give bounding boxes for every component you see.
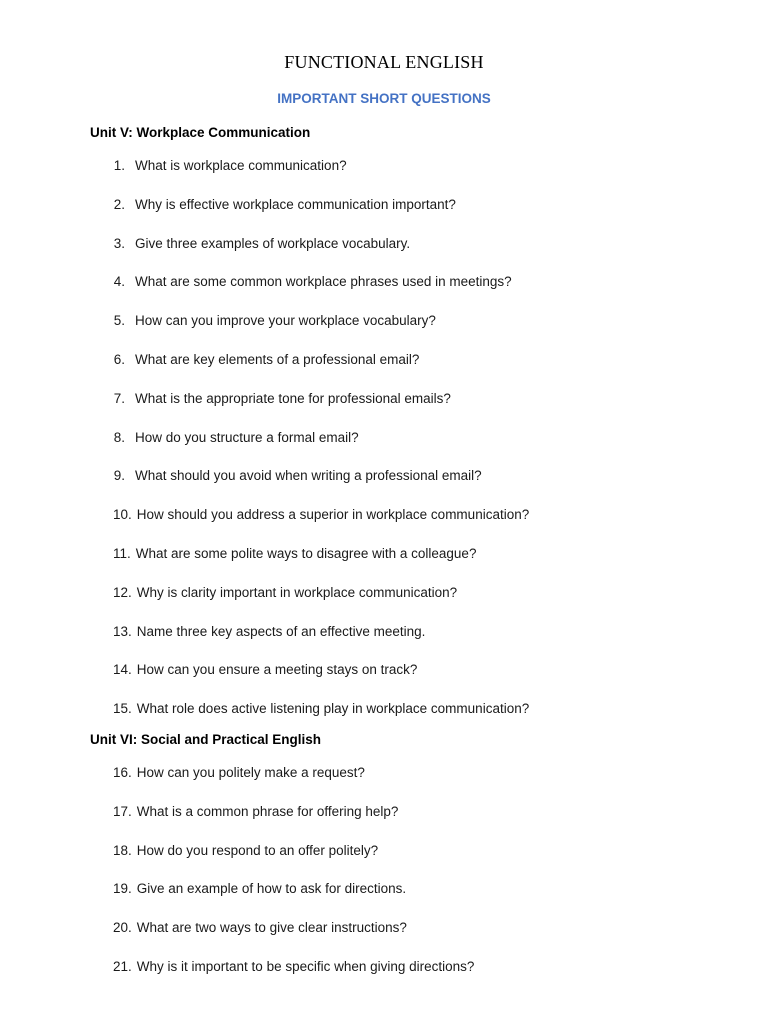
question-number: 8.	[113, 429, 125, 445]
question-text: Name three key aspects of an effective meeting.	[136, 623, 426, 639]
question-list	[0, 157, 768, 739]
question-list	[0, 764, 768, 997]
question-item	[0, 351, 768, 390]
question-text: How do you structure a formal email?	[135, 429, 359, 445]
question-item	[0, 764, 768, 803]
question-item	[0, 880, 768, 919]
question-number: 10.	[113, 507, 132, 523]
question-item	[0, 661, 768, 700]
question-text: Give three examples of workplace vocabulary.	[135, 235, 411, 251]
question-item	[0, 545, 768, 584]
question-text: How can you improve your workplace vocabulary?	[135, 313, 436, 329]
question-text: What are two ways to give clear instructions?	[136, 920, 407, 936]
question-number: 15.	[113, 701, 132, 717]
question-item	[0, 196, 768, 235]
question-number: 5.	[113, 313, 125, 329]
question-number: 3.	[113, 235, 125, 251]
question-number: 18.	[113, 842, 132, 858]
question-item	[0, 467, 768, 506]
question-number: 4.	[113, 274, 125, 290]
question-number: 21.	[113, 958, 132, 974]
question-item	[0, 842, 768, 881]
question-item	[0, 312, 768, 351]
question-text: What are some common workplace phrases used in meetings?	[135, 274, 512, 290]
question-item	[0, 584, 768, 623]
question-text: Why is effective workplace communication important?	[135, 196, 456, 212]
question-text: What is a common phrase for offering help?	[136, 803, 399, 819]
question-text: Give an example of how to ask for directions.	[136, 881, 407, 897]
question-item	[0, 623, 768, 662]
question-number: 7.	[113, 390, 125, 406]
question-item	[0, 235, 768, 274]
question-number: 20.	[113, 920, 132, 936]
question-text: What is workplace communication?	[135, 158, 347, 173]
unit-heading: Unit VI: Social and Practical English	[90, 732, 322, 747]
question-number: 19.	[113, 881, 132, 897]
question-item	[0, 157, 768, 196]
document-title: FUNCTIONAL ENGLISH	[284, 52, 484, 72]
question-text: What is the appropriate tone for professional emails?	[135, 390, 451, 406]
question-number: 6.	[113, 351, 125, 367]
question-item	[0, 429, 768, 468]
question-item	[0, 919, 768, 958]
question-number: 14.	[113, 662, 132, 678]
question-item	[0, 958, 768, 997]
question-item	[0, 273, 768, 312]
question-number: 16.	[113, 765, 132, 780]
question-text: What role does active listening play in workplace communication?	[136, 701, 530, 717]
question-item	[0, 506, 768, 545]
question-text: How should you address a superior in workplace communication?	[136, 507, 530, 523]
question-number: 12.	[113, 584, 132, 600]
question-number: 2.	[113, 196, 125, 212]
document-subtitle: IMPORTANT SHORT QUESTIONS	[277, 91, 491, 106]
unit-heading: Unit V: Workplace Communication	[90, 125, 311, 140]
question-number: 17.	[113, 803, 132, 819]
question-text: Why is clarity important in workplace communication?	[136, 584, 458, 600]
question-text: How can you politely make a request?	[136, 765, 365, 780]
question-number: 13.	[113, 623, 132, 639]
question-item	[0, 390, 768, 429]
question-number: 1.	[113, 158, 125, 173]
question-number: 9.	[113, 468, 125, 484]
question-text: What are some polite ways to disagree with a colleague?	[135, 545, 477, 561]
question-text: Why is it important to be specific when giving directions?	[136, 958, 475, 974]
question-text: How can you ensure a meeting stays on track?	[136, 662, 418, 678]
question-text: How do you respond to an offer politely?	[136, 842, 379, 858]
question-number: 11.	[113, 545, 131, 561]
question-item	[0, 803, 768, 842]
question-text: What should you avoid when writing a professional email?	[135, 468, 482, 484]
question-text: What are key elements of a professional email?	[135, 351, 420, 367]
